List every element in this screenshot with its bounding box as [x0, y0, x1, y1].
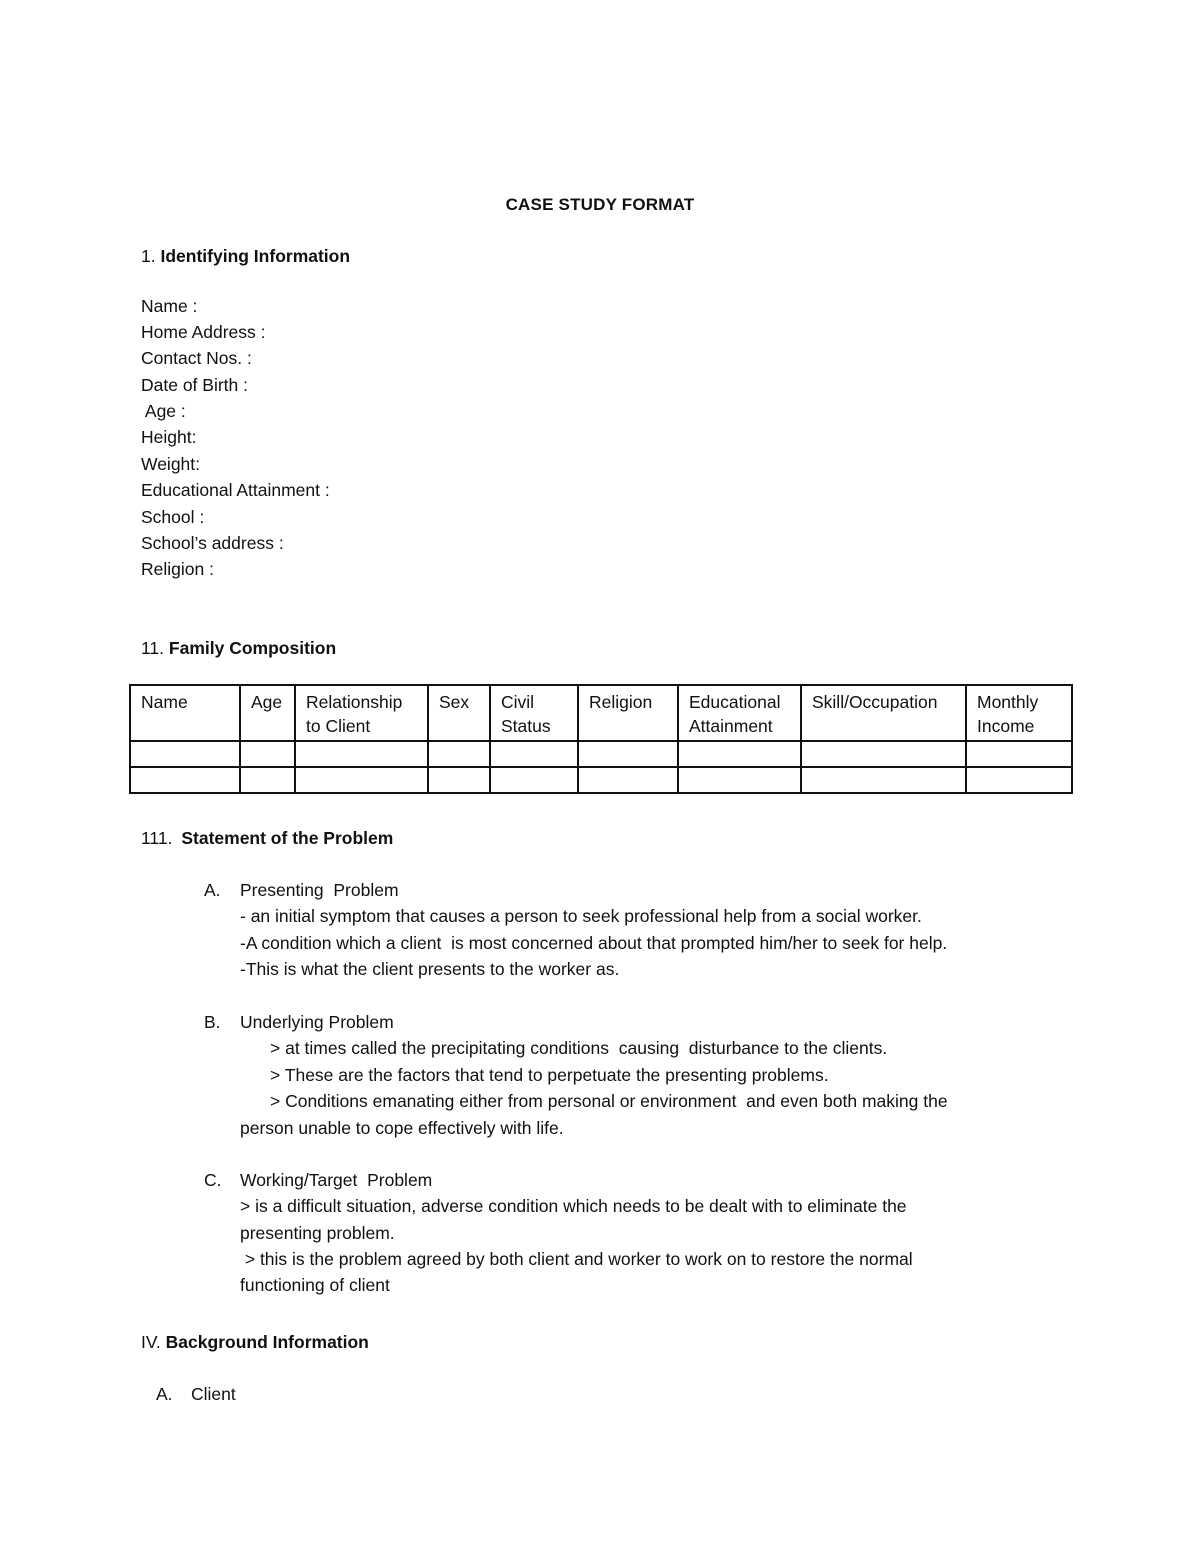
table-cell[interactable]	[240, 741, 295, 767]
table-header-row	[130, 685, 1072, 741]
table-cell[interactable]	[578, 767, 678, 793]
table-row	[130, 767, 1072, 793]
section-background-information-heading	[141, 1332, 369, 1352]
column-header-sex: Sex	[428, 685, 490, 741]
table-cell[interactable]	[490, 741, 578, 767]
working-target-problem-line: > is a difficult situation, adverse condition which needs to be dealt with to eliminate the	[240, 1196, 907, 1216]
field-home-address-label: Home Address :	[141, 322, 266, 342]
field-name-label: Name :	[141, 296, 198, 316]
column-header-name: Name	[130, 685, 240, 741]
field-contact-nos-label: Contact Nos. :	[141, 348, 252, 368]
field-weight-label: Weight:	[141, 454, 201, 474]
column-header-relationship: Relationship to Client	[295, 685, 428, 741]
column-header-age: Age	[240, 685, 295, 741]
section-heading: Background Information	[165, 1332, 369, 1352]
section-heading: Identifying Information	[160, 246, 351, 266]
family-composition-table	[129, 684, 1073, 794]
table-cell[interactable]	[966, 741, 1072, 767]
presenting-problem-item	[204, 877, 399, 903]
underlying-problem-line: > at times called the precipitating conditions causing disturbance to the clients.	[270, 1038, 888, 1058]
field-age-label: Age :	[141, 401, 186, 421]
field-date-of-birth-label: Date of Birth :	[141, 375, 248, 395]
table-cell[interactable]	[130, 767, 240, 793]
section-number: IV.	[141, 1332, 161, 1352]
column-header-skill-occupation: Skill/Occupation	[801, 685, 966, 741]
field-height-label: Height:	[141, 427, 197, 447]
table-cell[interactable]	[240, 767, 295, 793]
field-religion-label: Religion :	[141, 559, 214, 579]
list-marker: A.	[204, 880, 221, 900]
table-row	[130, 741, 1072, 767]
table-cell[interactable]	[678, 741, 801, 767]
table-cell[interactable]	[295, 741, 428, 767]
section-family-composition-heading	[141, 638, 336, 658]
working-target-problem-line: functioning of client	[240, 1275, 390, 1295]
working-target-problem-label: Working/Target Problem	[240, 1170, 433, 1190]
table-cell[interactable]	[490, 767, 578, 793]
column-header-civil-status: Civil Status	[490, 685, 578, 741]
underlying-problem-line: > These are the factors that tend to perpetuate the presenting problems.	[270, 1065, 829, 1085]
underlying-problem-line: person unable to cope effectively with life.	[240, 1118, 564, 1138]
column-header-monthly-income: Monthly Income	[966, 685, 1072, 741]
column-header-educational-attainment: Educational Attainment	[678, 685, 801, 741]
table-cell[interactable]	[801, 741, 966, 767]
section-number: 1.	[141, 246, 156, 266]
table-cell[interactable]	[130, 741, 240, 767]
underlying-problem-label: Underlying Problem	[240, 1012, 394, 1032]
section-statement-of-problem-heading	[141, 828, 393, 848]
list-marker: C.	[204, 1170, 222, 1190]
table-cell[interactable]	[966, 767, 1072, 793]
list-marker: B.	[204, 1012, 221, 1032]
section-number: 11.	[141, 638, 165, 658]
table-cell[interactable]	[678, 767, 801, 793]
section-identifying-information-heading	[141, 246, 350, 266]
field-educational-attainment-label: Educational Attainment :	[141, 480, 330, 500]
working-target-problem-line: > this is the problem agreed by both client and worker to work on to restore the normal	[240, 1249, 913, 1269]
underlying-problem-item	[204, 1009, 394, 1035]
table-cell[interactable]	[428, 741, 490, 767]
working-target-problem-line: presenting problem.	[240, 1223, 395, 1243]
table-cell[interactable]	[801, 767, 966, 793]
working-target-problem-item	[204, 1167, 432, 1193]
underlying-problem-line: > Conditions emanating either from personal or environment and even both making the	[270, 1091, 948, 1111]
table-cell[interactable]	[578, 741, 678, 767]
field-school-label: School :	[141, 507, 205, 527]
table-cell[interactable]	[295, 767, 428, 793]
table-cell[interactable]	[428, 767, 490, 793]
column-header-religion: Religion	[578, 685, 678, 741]
presenting-problem-label: Presenting Problem	[240, 880, 399, 900]
field-school-address-label: School’s address :	[141, 533, 284, 553]
section-number: 111.	[141, 828, 173, 848]
document-title: CASE STUDY FORMAT	[505, 195, 695, 214]
background-client-item	[156, 1381, 236, 1407]
presenting-problem-line: - an initial symptom that causes a person to seek professional help from a social worker.	[240, 906, 922, 926]
background-client-label: Client	[191, 1384, 236, 1404]
section-heading: Family Composition	[168, 638, 337, 658]
list-marker: A.	[156, 1384, 173, 1404]
section-heading: Statement of the Problem	[181, 828, 394, 848]
presenting-problem-line: -This is what the client presents to the worker as.	[240, 959, 620, 979]
presenting-problem-line: -A condition which a client is most concerned about that prompted him/her to seek for help.	[240, 933, 948, 953]
